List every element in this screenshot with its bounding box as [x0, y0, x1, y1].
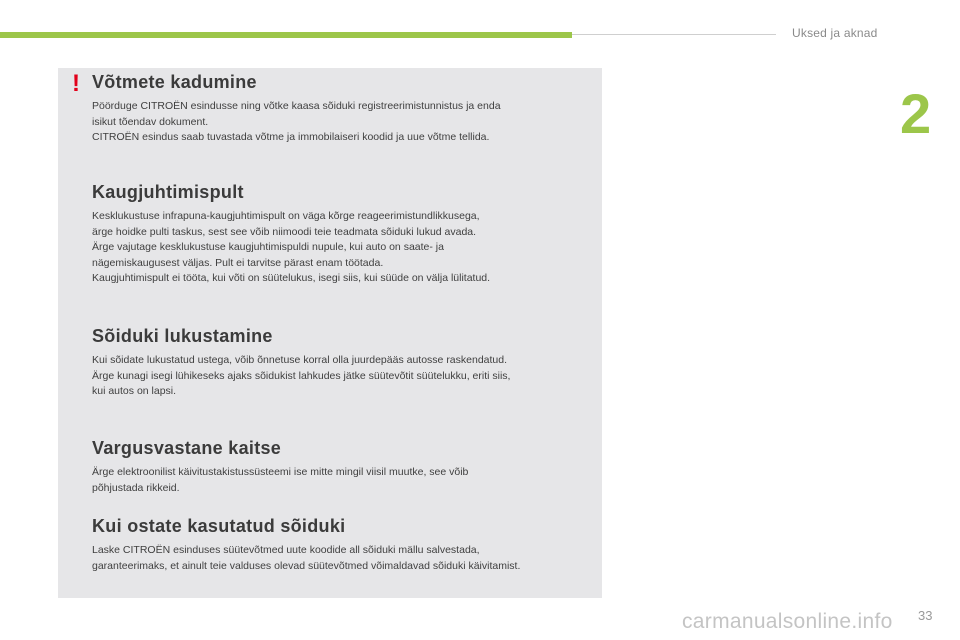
section-body — [92, 465, 600, 496]
body-line: Ärge elektroonilist käivitustakistussüsteemi ise mitte mingil viisil muutke, see võib — [92, 466, 469, 478]
chapter-title: Uksed ja aknad — [792, 26, 878, 40]
section-title: Kaugjuhtimispult — [92, 182, 244, 202]
body-line: Ärge vajutage kesklukustuse kaugjuhtimispuldi nupule, kui auto on saate- ja — [92, 241, 444, 253]
section-body — [92, 353, 600, 400]
body-line: kui autos on lapsi. — [92, 385, 177, 397]
body-line: garanteerimaks, et ainult teie valduses olevad süütevõtmed võimaldavad sõiduki käivitamist. — [92, 559, 521, 572]
body-line: Ärge kunagi isegi lühikeseks ajaks sõidukist lahkudes jätke süütevõtit süütelukku, eriti siis, — [92, 369, 511, 382]
body-line: ärge hoidke pulti taskus, sest see võib niimoodi teie teadmata sõiduki lukud avada. — [92, 225, 477, 238]
section-remote-control — [92, 182, 600, 287]
section-lost-keys — [92, 72, 600, 146]
body-line: Kui sõidate lukustatud ustega, võib õnnetuse korral olla juurdepääs autosse raskendatud. — [92, 354, 508, 366]
header-accent-bar — [0, 32, 572, 38]
body-line: Pöörduge CITROËN esindusse ning võtke kaasa sõiduki registreerimistunnistus ja enda — [92, 100, 501, 112]
body-line: CITROËN esindus saab tuvastada võtme ja immobilaiseri koodid ja uue võtme tellida. — [92, 131, 490, 143]
section-used-vehicle — [92, 516, 600, 574]
section-title: Sõiduki lukustamine — [92, 326, 273, 346]
body-line: nägemiskaugusest väljas. Pult ei tarvitse pärast enam töötada. — [92, 256, 384, 269]
header-divider-line — [572, 34, 776, 35]
exclamation-warning-icon: ! — [72, 70, 80, 97]
section-title: Vargusvastane kaitse — [92, 438, 282, 458]
section-vehicle-locking — [92, 326, 600, 400]
body-line: Laske CITROËN esinduses süütevõtmed uute koodide all sõiduki mällu salvestada, — [92, 544, 480, 556]
section-title: Võtmete kadumine — [92, 72, 257, 92]
section-anti-theft — [92, 438, 600, 496]
section-body — [92, 543, 600, 574]
section-body — [92, 99, 600, 146]
body-line: isikut tõendav dokument. — [92, 115, 209, 128]
body-line: Kesklukustuse infrapuna-kaugjuhtimispult on väga kõrge reageerimistundlikkusega, — [92, 210, 480, 222]
section-body — [92, 209, 600, 287]
page-number: 33 — [918, 608, 933, 623]
body-line: Kaugjuhtimispult ei tööta, kui võti on süütelukus, isegi siis, kui süüde on välja lülitatud. — [92, 272, 491, 284]
section-title: Kui ostate kasutatud sõiduki — [92, 516, 346, 536]
watermark-text: carmanualsonline.info — [682, 610, 893, 633]
body-line: põhjustada rikkeid. — [92, 481, 180, 494]
chapter-number: 2 — [900, 82, 932, 145]
